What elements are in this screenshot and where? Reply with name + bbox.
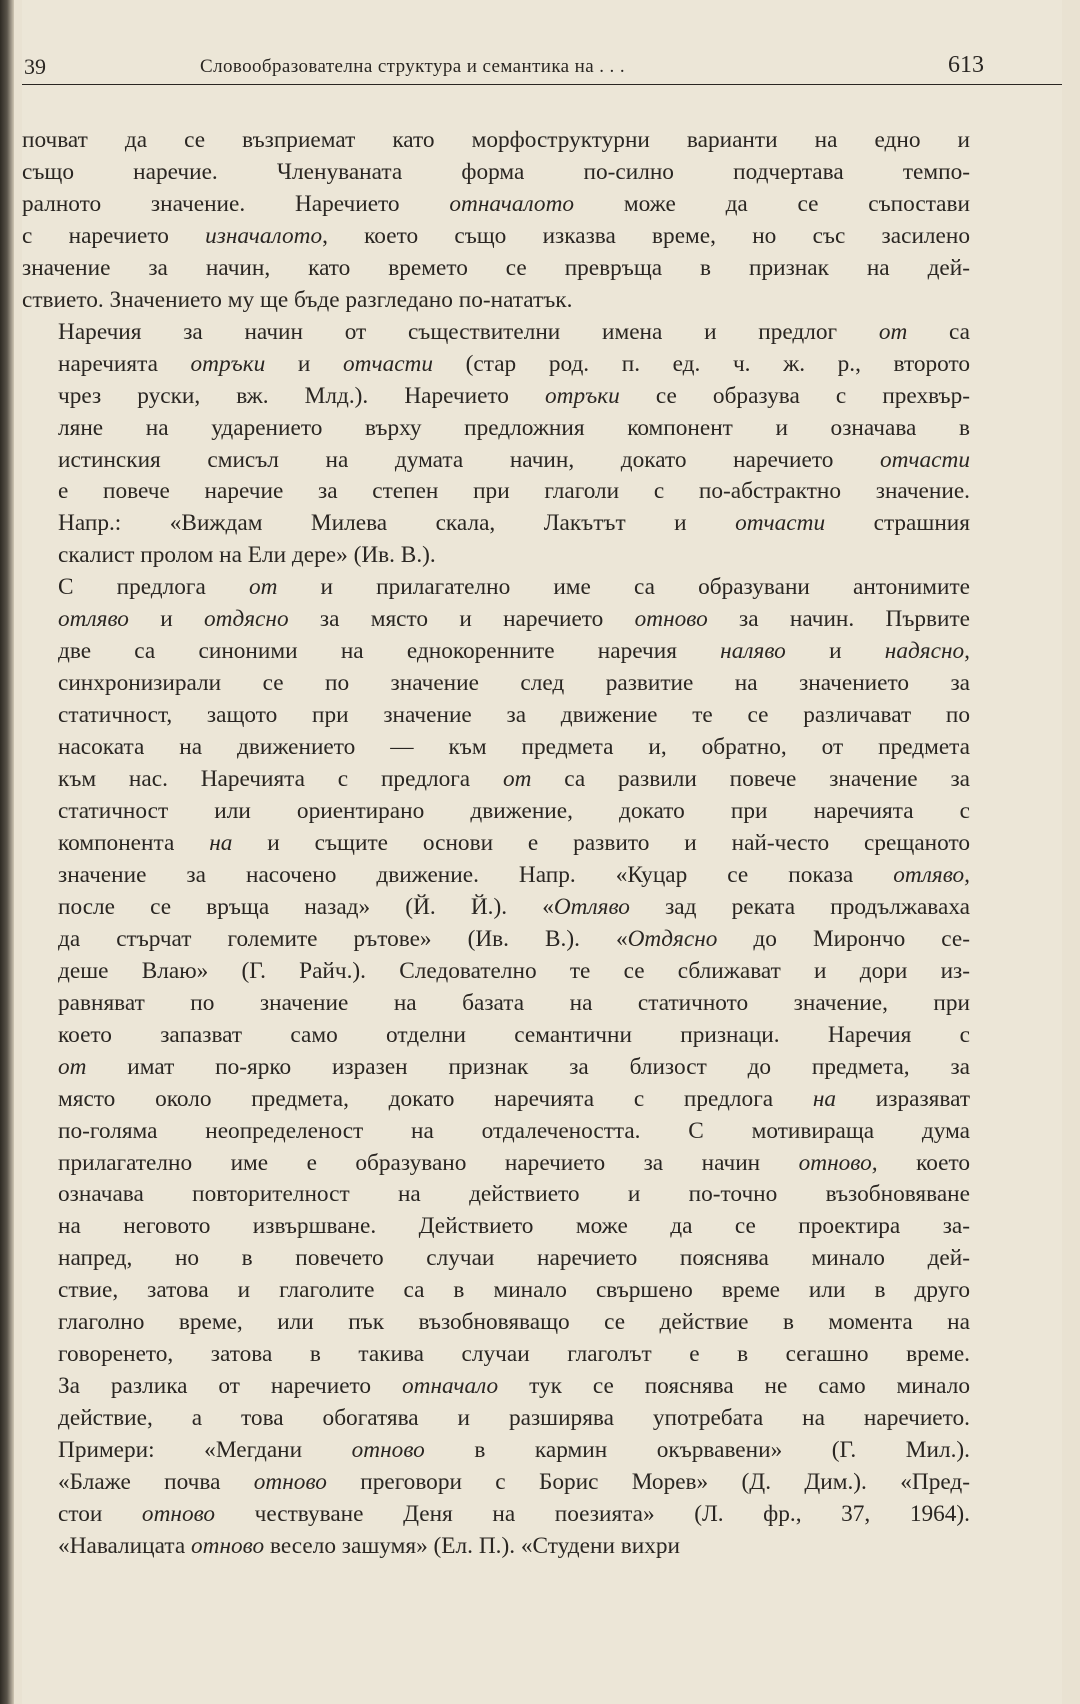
italic-term: от [502,766,532,793]
text-run: говоренето, затова в такива случаи глаголът е в сегашно време. [58,1341,970,1368]
text-line [22,732,970,764]
body-text [22,125,970,1563]
italic-term: отчасти [735,510,826,537]
italic-term: от [58,1053,87,1080]
italic-term: надясно, [884,638,970,665]
text-line [22,317,970,349]
text-run: ствие, затова и глаголите са в минало свършено време или в друго [58,1277,970,1304]
text-run: с наречието [22,222,206,249]
italic-term: изначалото [205,222,323,249]
text-line [22,157,970,189]
text-line [22,1307,970,1339]
text-run: ляне на ударението върху предложния компонент и означава в [58,414,970,441]
text-run: също наречие. Членуваната форма по-силно подчертава темпо- [22,158,970,185]
text-run: компонента [58,829,210,856]
text-run: глаголно време, или пък възобновяващо се действие в момента на [58,1309,970,1336]
italic-term: отново [351,1437,425,1464]
text-run: две са синоними на еднокоренните наречия [58,638,721,665]
text-line [22,764,970,796]
text-run: и същите основи е развито и най-често срещаното [232,829,970,856]
text-run: към нас. Наречията с предлога [58,766,503,793]
text-line [22,796,970,828]
italic-term: отново [634,606,708,633]
italic-term: отръки [545,382,620,409]
text-run: и прилагателно име са образувани антонимите [277,574,970,601]
text-line [22,1116,970,1148]
text-line [22,508,970,540]
text-line [22,636,970,668]
text-run: стои [58,1500,142,1527]
text-run: на неговото извършване. Действието може да се проектира за- [58,1213,970,1240]
text-run: истинския смисъл на думата начин, докато наречието [58,446,880,473]
text-line [22,924,970,956]
text-run: деше Влаю» (Г. Райч.). Следователно те се сближават и дори из- [58,957,970,984]
text-line [22,1179,970,1211]
text-run: синхронизирали се по значение след развитие на значението за [58,670,970,697]
paragraph [22,317,970,573]
text-run: насоката на движението — към предмета и, обратно, от предмета [58,734,970,761]
text-run: С предлога [58,574,249,601]
text-line [22,125,970,157]
text-run: са развили повече значение за [531,766,970,793]
text-line [22,1371,970,1403]
italic-term: отчасти [879,446,970,473]
text-line [22,413,970,445]
italic-term: отначало [401,1373,499,1400]
text-run: тук се пояснява не само минало [498,1373,971,1400]
paragraph [22,572,970,1563]
text-run: Наречия за начин от съществителни имена и предлог [58,318,879,345]
paragraph [22,125,970,317]
text-run: Напр.: «Виждам Милева скала, Лакътът и [58,510,736,537]
text-line [22,604,970,636]
text-run: зад реката продължаваха [629,893,971,920]
text-run: за място и наречието [288,606,635,633]
italic-term: отново [253,1469,327,1496]
italic-term: Отдясно [627,925,718,952]
text-run: почват да се възприемат като морфоструктурни варианти на едно и [22,127,970,153]
text-line [22,1243,970,1275]
text-line [22,1020,970,1052]
page-number: 613 [948,52,984,78]
text-run: За разлика от наречието [58,1373,402,1400]
text-line [22,476,970,508]
text-run: по-голяма неопределеност на отдалечеността. С мотивираща дума [58,1117,970,1144]
text-run: «Блаже почва [58,1469,254,1496]
text-run: до Мирончо се- [717,925,970,952]
text-run: преговори с Борис Морев» (Д. Дим.). «Пред- [326,1469,970,1496]
text-line [22,1435,970,1467]
text-line [22,1211,970,1243]
italic-term: отляво, [893,861,970,888]
text-run: напред, но в повечето случаи наречието пояснява минало дей- [58,1245,970,1272]
text-line [22,1052,970,1084]
text-run: значение за начин, като времето се превръща в признак на дей- [22,254,970,281]
text-line [22,285,970,317]
text-line [22,1339,970,1371]
text-run: наречията [58,350,191,377]
text-run: ствието. Значението му ще бъде разгледано по-нататък. [22,286,573,313]
italic-term: на [812,1085,837,1112]
text-line [22,253,970,285]
text-line [22,1275,970,1307]
italic-term: отдясно [203,606,289,633]
text-run: изразяват [836,1085,970,1112]
text-run: място около предмета, докато наречията с предлога [58,1085,813,1112]
italic-term: от [248,574,278,601]
text-line [22,1499,970,1531]
text-line [22,189,970,221]
text-run: чествуване Деня на поезията» (Л. фр., 37, 1964). [215,1500,971,1527]
text-run: статичност, защото при значение за движение те се различават по [58,702,970,729]
italic-term: наляво [720,638,786,665]
text-run: статичност или ориентирано движение, докато при наречията с [58,798,970,825]
italic-term: отляво [58,606,129,633]
text-run: което запазват само отделни семантични признаци. Наречия с [58,1021,970,1048]
text-run: скалист пролом на Ели дере» (Ив. В.). [58,542,436,569]
text-run: действие, а това обогатява и разширява употребата на наречието. [58,1405,970,1432]
text-run: «Навалицата [58,1532,191,1559]
text-line [22,540,970,572]
text-line [22,1084,970,1116]
text-line [22,1467,970,1499]
text-run: означава повторителност на действието и по-точно възобновяване [58,1181,970,1208]
left-page-number: 39 [24,54,46,79]
italic-term: отново, [798,1149,878,1176]
text-run: в кармин окървавени» (Г. Мил.). [424,1437,970,1464]
text-line [22,1148,970,1180]
italic-term: отново [190,1532,265,1559]
text-line [22,892,970,924]
text-line [22,445,970,477]
text-run: (стар род. п. ед. ч. ж. р., второто [433,350,970,377]
text-run: чрез руски, вж. Млд.). Наречието [58,382,546,409]
text-run: и [128,606,204,633]
text-run: равняват по значение на базата на статичното значение, при [58,989,970,1016]
text-run: , което също изказва време, но със засилено [322,222,970,249]
text-run: да стърчат големите рътове» (Ив. В.). « [58,925,628,952]
italic-term: от [878,318,908,345]
italic-term: на [209,829,233,856]
text-run: за начин. Първите [707,606,971,633]
text-line [22,381,970,413]
text-line [22,988,970,1020]
text-line [22,828,970,860]
text-run: е повече наречие за степен при глаголи с по-абстрактно значение. [58,478,970,505]
text-line [22,668,970,700]
italic-term: отново [141,1500,216,1527]
book-page [22,0,1062,1704]
text-run: имат по-ярко изразен признак за близост до предмета, за [86,1053,970,1080]
text-run: са [907,318,970,345]
italic-term: отначалото [449,190,575,217]
running-header [22,44,1062,85]
italic-term: отръки [190,350,266,377]
text-line [22,572,970,604]
running-title: Словообразователна структура и семантика на . . . [200,56,625,77]
text-run: страшния [825,510,970,537]
text-run: Примери: «Мегдани [58,1437,352,1464]
text-run: ралното значение. Наречието [22,190,450,217]
text-line [22,956,970,988]
text-run: прилагателно име е образувано наречието за начин [58,1149,799,1176]
book-spine-shadow [0,0,14,1704]
text-line [22,349,970,381]
text-run: значение за насочено движение. Напр. «Куцар се показа [58,861,894,888]
italic-term: Отляво [553,893,630,920]
text-run: което [877,1149,970,1176]
text-run: весело зашумя» (Ел. П.). «Студени вихри [264,1532,680,1559]
text-line [22,700,970,732]
text-line [22,1531,970,1563]
text-run: после се връща назад» (Й. Й.). « [58,893,554,920]
text-line [22,1403,970,1435]
italic-term: отчасти [342,350,434,377]
text-run: може да се съпостави [574,190,970,217]
text-run: и [265,350,343,377]
text-run: се образува с прехвър- [619,382,970,409]
text-line [22,860,970,892]
text-line [22,221,970,253]
text-run: и [785,638,885,665]
